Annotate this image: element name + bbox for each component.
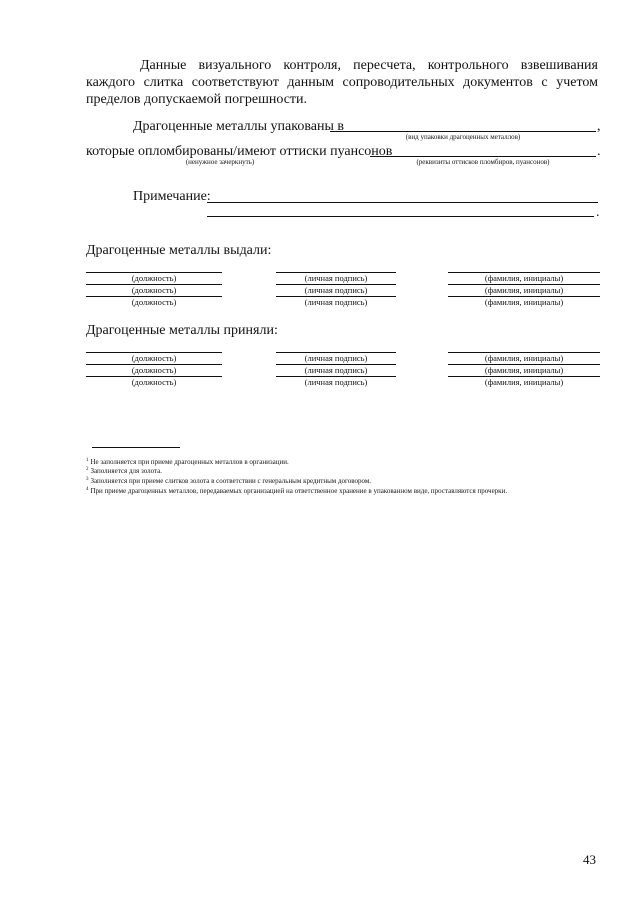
note-end-mark: . [596,205,600,220]
issued-name-3: (фамилия, инициалы) [484,297,564,307]
issued-position-3: (должность) [131,297,177,307]
received-signature-3: (личная подпись) [304,377,368,387]
packed-blank-line [330,131,596,132]
received-name-1: (фамилия, инициалы) [484,353,564,363]
footnote-mark-4: 4 [86,487,89,492]
footnote-separator [92,447,180,448]
footnote-text-3: Заполняется при приеме слитков золота в соответствии с генеральным кредитным договором. [90,477,372,485]
sealed-caption-left: (ненужное зачеркнуть) [185,158,255,166]
received-position-2: (должность) [131,365,177,375]
footnote-text-4: При приеме драгоценных металлов, передаваемых организацией на ответственное хранение в упакованном виде, проставляются прочерки. [90,487,508,495]
sealed-blank-line [370,156,596,157]
issued-heading: Драгоценные металлы выдали: [86,243,272,258]
footnote-mark-3: 3 [86,477,89,482]
intro-paragraph: Данные визуального контроля, пересчета, контрольного взвешивания каждого слитка соответствуют данным сопроводительных документов с учетом пределов допускаемой погрешности. [86,58,598,107]
note-label: Примечание: [133,189,211,204]
received-position-3: (должность) [131,377,177,387]
sealed-caption-right: (реквизиты оттисков пломбиров, пуансонов) [416,158,550,166]
issued-signature-2: (личная подпись) [304,285,368,295]
sealed-end-mark: . [597,144,601,159]
note-line-1 [207,202,598,203]
received-signature-1: (личная подпись) [304,353,368,363]
packed-caption: (вид упаковки драгоценных металлов) [405,133,521,141]
footnote-mark-2: 2 [86,467,89,472]
page-number: 43 [583,852,596,867]
received-position-1: (должность) [131,353,177,363]
received-heading: Драгоценные металлы приняли: [86,323,278,338]
packed-label: Драгоценные металлы упакованы в [133,119,344,134]
sealed-label: которые опломбированы/имеют оттиски пуансонов [86,144,393,159]
received-name-2: (фамилия, инициалы) [484,365,564,375]
received-name-3: (фамилия, инициалы) [484,377,564,387]
footnote-mark-1: 1 [86,458,89,463]
issued-signature-3: (личная подпись) [304,297,368,307]
note-line-2 [207,216,594,217]
footnote-text-1: Не заполняется при приеме драгоценных металлов в организации. [90,458,289,466]
issued-position-2: (должность) [131,285,177,295]
issued-signature-1: (личная подпись) [304,273,368,283]
footnote-text-2: Заполняется для золота. [90,467,163,475]
footnote-4 [86,485,606,496]
issued-position-1: (должность) [131,273,177,283]
issued-name-2: (фамилия, инициалы) [484,285,564,295]
packed-end-mark: , [597,119,601,134]
received-signature-2: (личная подпись) [304,365,368,375]
issued-name-1: (фамилия, инициалы) [484,273,564,283]
